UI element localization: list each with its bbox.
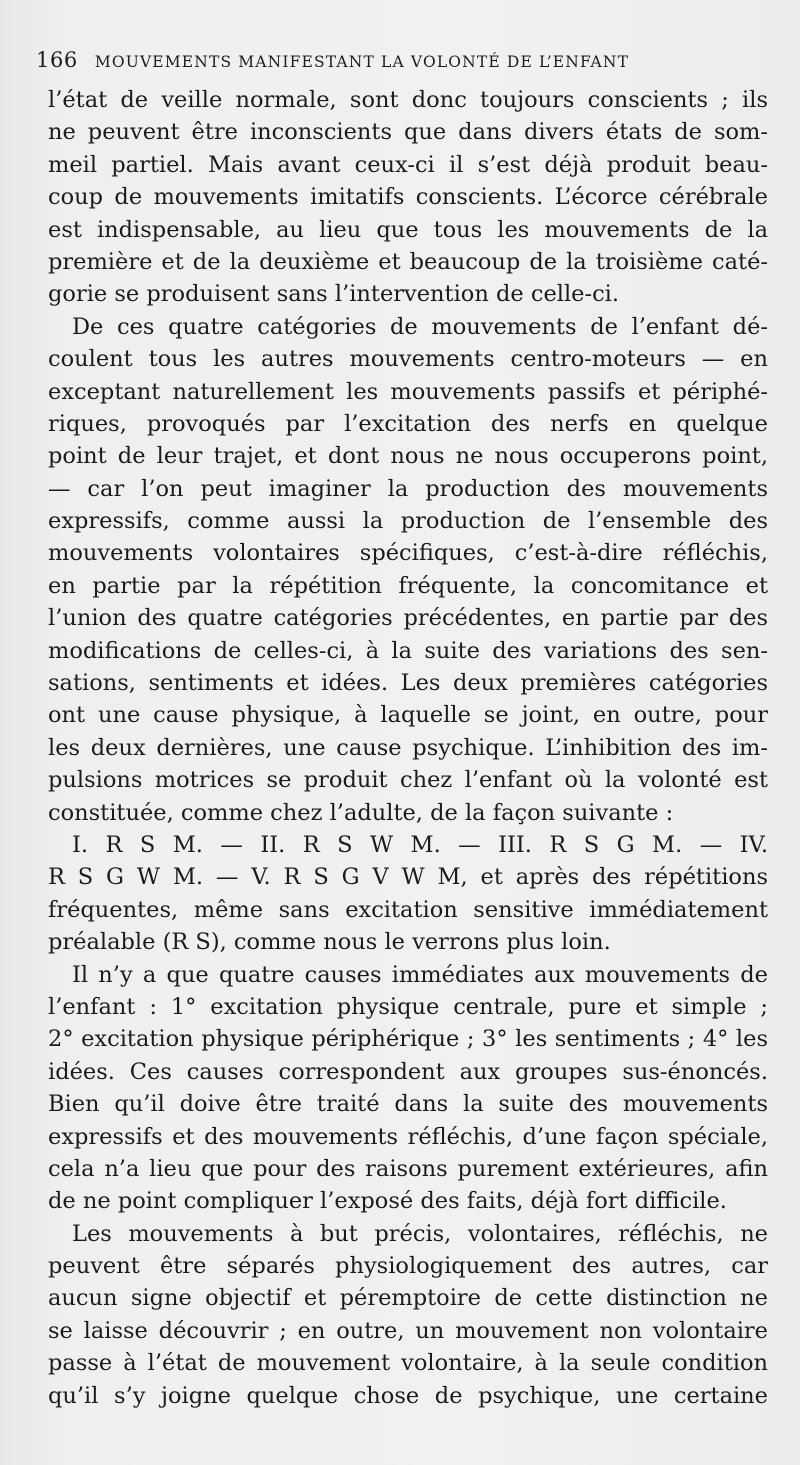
text-line: préalable (R S), comme nous le verrons plus loin. [48,929,611,956]
text-line: point de leur trajet, et dont nous ne nous occuperons point, [48,443,768,470]
text-line: l’enfant : 1° excitation physique centrale, pure et simple ; [48,993,768,1020]
running-title: MOUVEMENTS MANIFESTANT LA VOLONTÉ DE L’ENFANT [94,53,630,71]
text-line: Il n’y a que quatre causes immédiates aux mouvements de [72,961,768,988]
text-line: cela n’a lieu que pour des raisons purement extérieures, afin [48,1155,768,1182]
text-line: les deux dernières, une cause psychique. L’inhibition des im- [48,734,768,761]
text-line: l’état de veille normale, sont donc toujours conscients ; ils [48,87,768,113]
text-line: coup de mouvements imitatifs conscients. L’écorce cérébrale [48,184,768,211]
text-line: fréquentes, même sans excitation sensitive immédiatement [48,896,768,923]
text-line: riques, provoqués par l’excitation des nerfs en quelque [48,410,768,437]
text-line: mouvements volontaires spécifiques, c’est-à-dire réfléchis, [48,540,768,567]
text-line: constituée, comme chez l’adulte, de la façon suivante : [48,799,674,826]
text-line: première et de la deuxième et beaucoup de la troisième caté- [48,248,768,275]
text-line: gorie se produisent sans l’intervention de celle-ci. [48,281,620,308]
text-line: 2° excitation physique périphérique ; 3° les sentiments ; 4° les [48,1026,768,1053]
text-line: ne peuvent être inconscients que dans divers états de som- [48,119,768,146]
text-line: se laisse découvrir ; en outre, un mouvement non volontaire [48,1317,768,1344]
text-line: passe à l’état de mouvement volontaire, à la seule condition [48,1350,768,1377]
text-line: exceptant naturellement les mouvements passifs et périphé- [48,378,768,405]
text-line: ont une cause physique, à laquelle se joint, en outre, pour [48,702,768,729]
text-line: De ces quatre catégories de mouvements de l’enfant dé- [72,313,768,340]
text-line: est indispensable, au lieu que tous les mouvements de la [48,216,768,243]
page-header [36,40,766,80]
text-line: de ne point compliquer l’exposé des faits, déjà fort difficile. [48,1188,727,1215]
text-line: peuvent être séparés physiologiquement des autres, car [48,1253,768,1280]
text-line: l’union des quatre catégories précédentes, en partie par des [48,605,768,632]
text-line: idées. Ces causes correspondent aux groupes sus-énoncés. [48,1058,768,1085]
text-line: aucun signe objectif et péremptoire de cette distinction ne [48,1285,768,1312]
text-line: Bien qu’il doive être traité dans la suite des mouvements [48,1091,768,1118]
text-line: sations, sentiments et idées. Les deux premières catégories [48,670,768,697]
formula-line: I. R S M. — II. R S W M. — III. R S G M. — IV. [72,831,768,858]
text-line: expressifs et des mouvements réfléchis, d’une façon spéciale, [48,1123,768,1150]
body-text [48,84,768,1412]
text-line: en partie par la répétition fréquente, la concomitance et [48,572,768,599]
formula-line: R S G W M. — V. R S G V W M, et après des répétitions [48,864,768,891]
page-number: 166 [36,48,78,72]
text-line: expressifs, comme aussi la production de l’ensemble des [48,508,768,535]
text-line: coulent tous les autres mouvements centro-moteurs — en [48,346,768,373]
text-line: qu’il s’y joigne quelque chose de psychique, une certaine [48,1382,768,1409]
text-line: modifications de celles-ci, à la suite des variations des sen- [48,637,768,664]
text-line: pulsions motrices se produit chez l’enfant où la volonté est [48,767,768,794]
text-line: Les mouvements à but précis, volontaires, réfléchis, ne [72,1220,768,1247]
text-line: — car l’on peut imaginer la production des mouvements [48,475,768,502]
text-line: meil partiel. Mais avant ceux-ci il s’est déjà produit beau- [48,151,768,178]
